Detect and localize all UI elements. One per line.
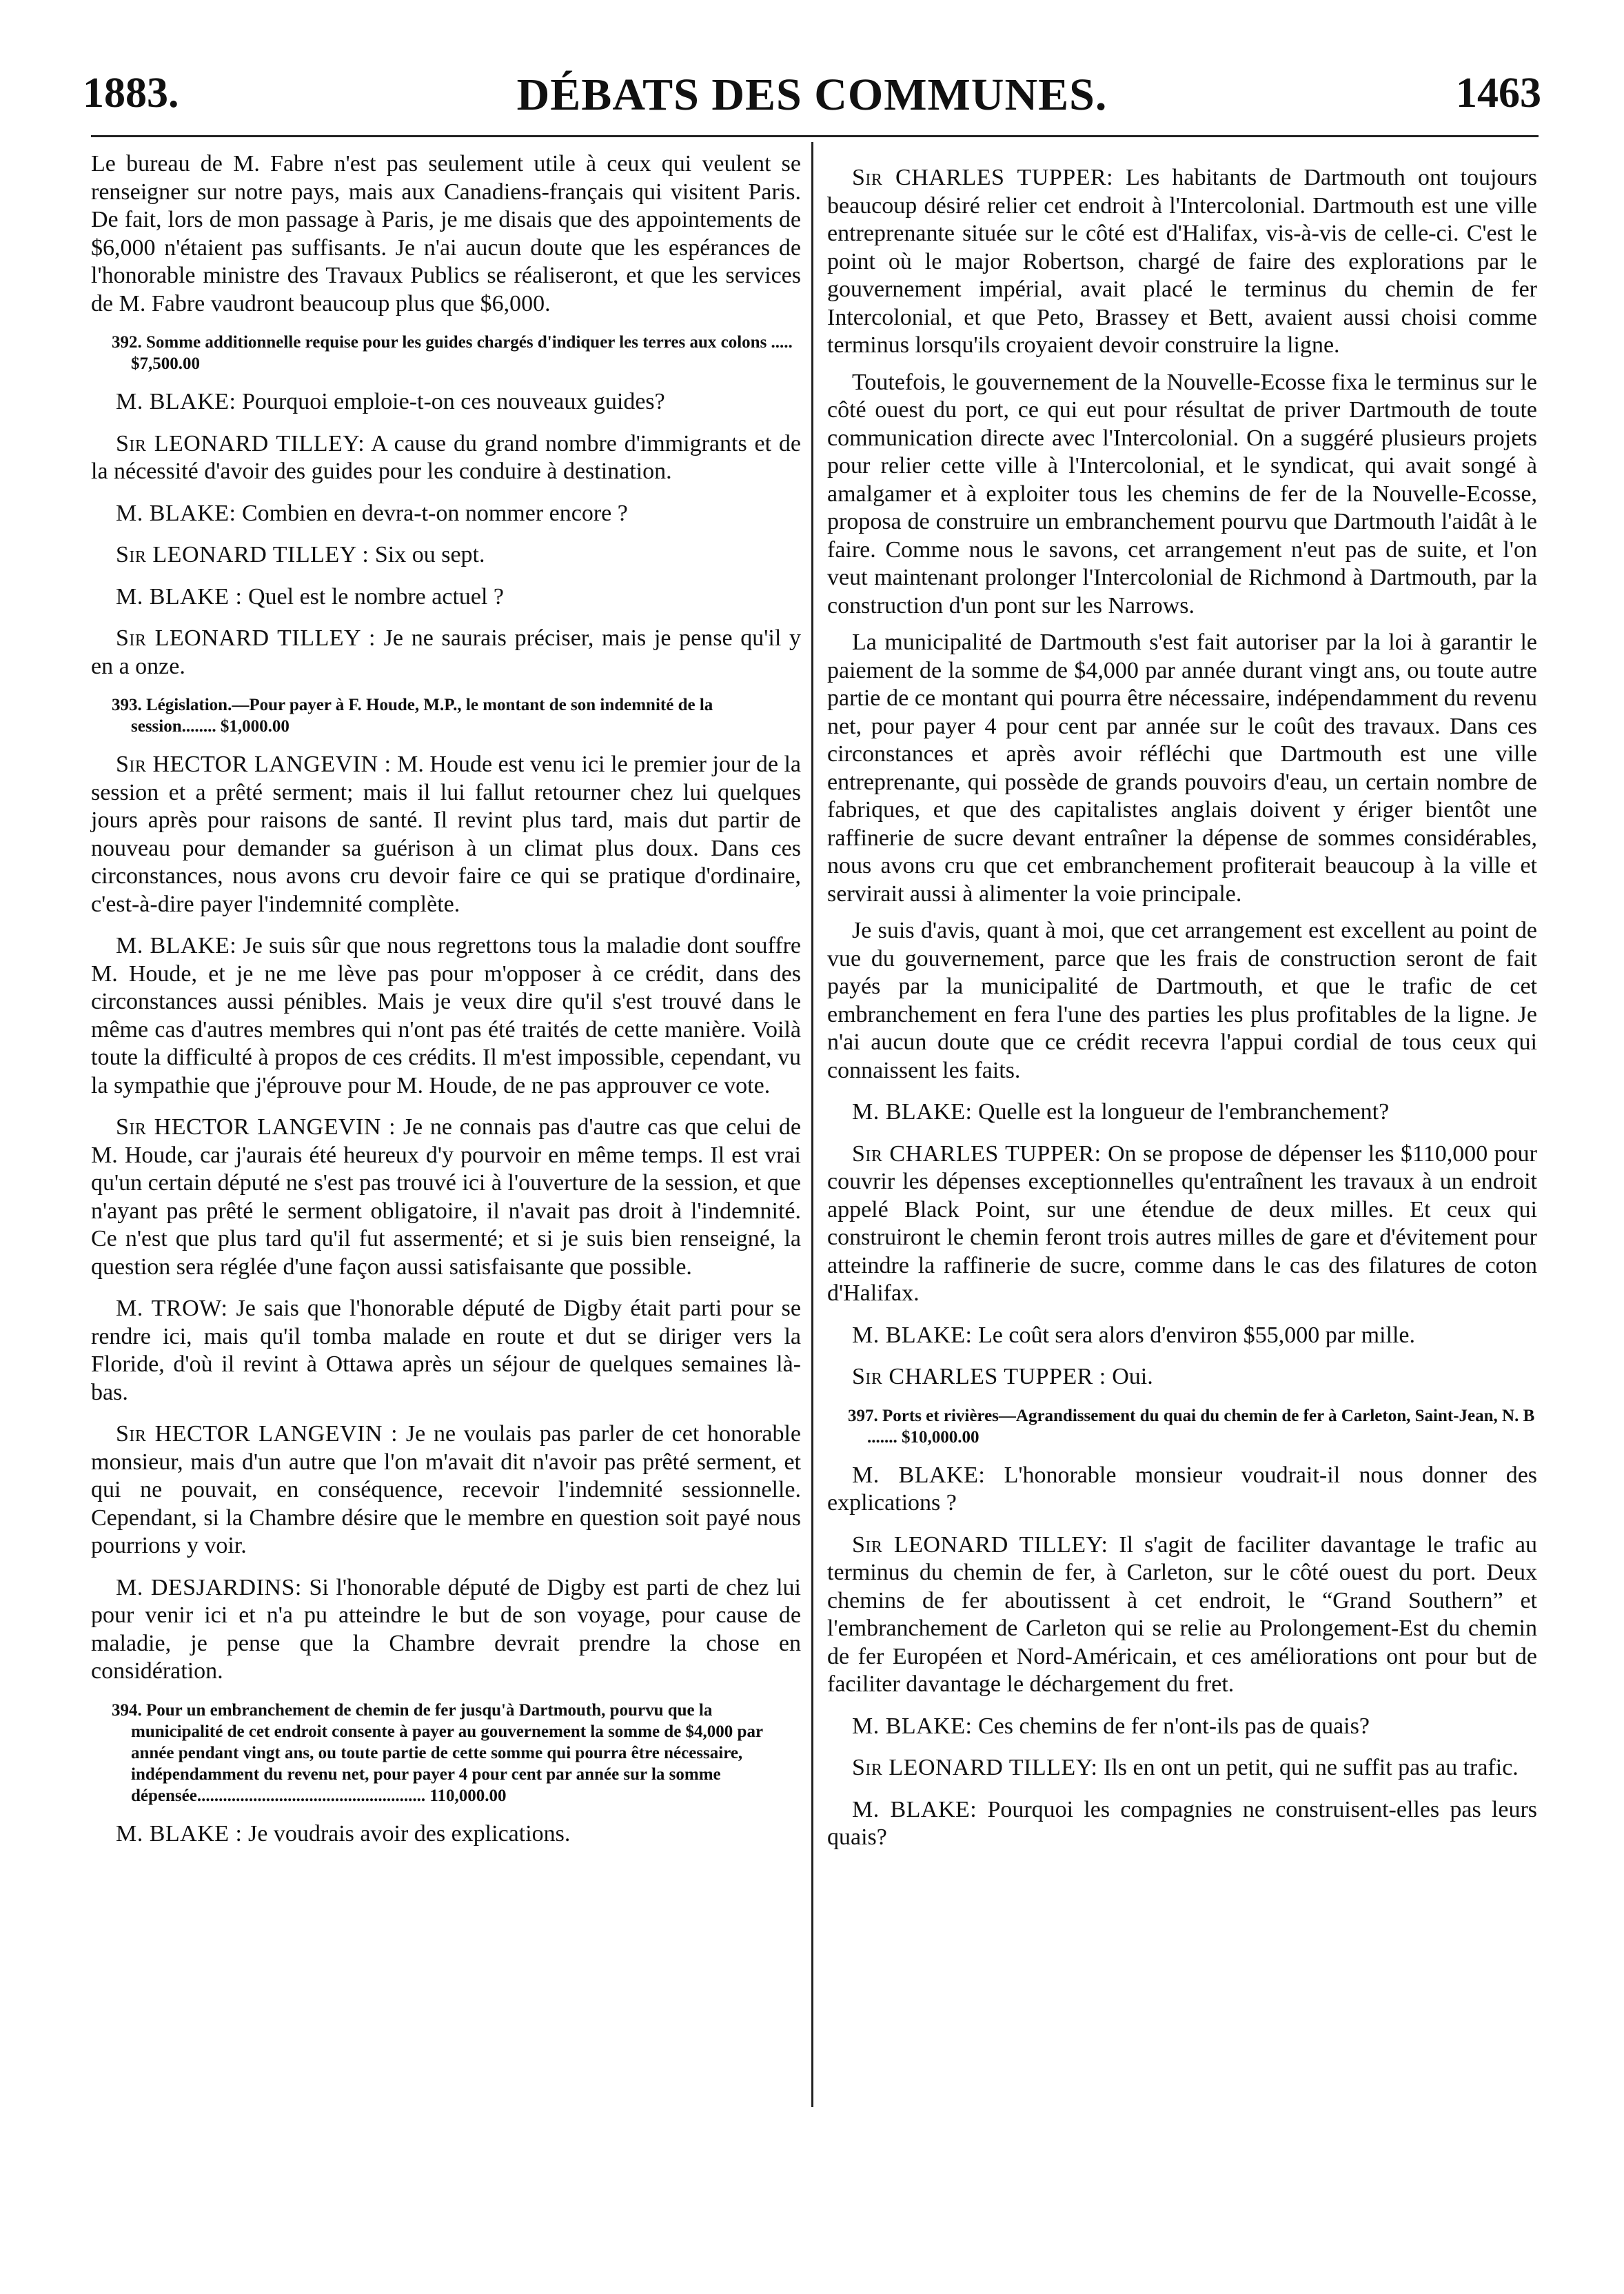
speaker-name: Sir LEONARD TILLEY: — [852, 1755, 1098, 1780]
speaker-name: M. BLAKE: — [852, 1462, 986, 1488]
speaker-name: M. BLAKE : — [116, 1820, 243, 1847]
speech-text: Je suis sûr que nous regrettons tous la maladie dont souffre M. Houde, et je ne me lève pas pour m'opposer à ce crédit, dans des circonstances aussi pénibles. Mais je veux dire qu'il s'est trouvé dans le même cas d'autres membres qui n'ont pas été traités de cette manière. Voilà toute la difficulté à propos de ces crédits. Il m'est impossible, cependant, vu la sympathie que j'éprouve pour M. Houde, de ne pas approuver ce vote. — [91, 933, 801, 1098]
speech-paragraph — [827, 1796, 1537, 1852]
speech-paragraph — [91, 751, 801, 918]
page-number: 1463 — [1456, 70, 1541, 117]
speaker-name: M. BLAKE: — [116, 500, 236, 526]
body-paragraph: Le bureau de M. Fabre n'est pas seulement utile à ceux qui veulent se renseigner sur notre pays, mais aux Canadiens-français qui visitent Paris. De fait, lors de mon passage à Paris, je me disais que des appointements de $6,000 n'étaient pas suffisants. Je n'ai aucun doute que les espérances de l'honorable ministre des Travaux Publics se réaliseront, et que les services de M. Fabre vaudront beaucoup plus que $6,000. — [91, 151, 801, 316]
speech-paragraph — [91, 388, 801, 416]
left-column — [91, 150, 801, 1857]
page-header — [83, 69, 1541, 131]
speaker-name: Sir LEONARD TILLEY : — [116, 625, 376, 651]
speaker-name: M. BLAKE: — [116, 389, 236, 414]
speech-text: Je voudrais avoir des explications. — [248, 1820, 571, 1847]
speech-text: Le coût sera alors d'environ $55,000 par mille. — [978, 1322, 1415, 1348]
speaker-name: M. BLAKE: — [852, 1099, 973, 1125]
column-divider — [811, 142, 813, 2107]
speaker-name: M. BLAKE: — [852, 1713, 973, 1739]
speaker-name: Sir HECTOR LANGEVIN : — [116, 752, 392, 777]
speech-paragraph — [827, 1531, 1537, 1699]
speech-text: Je ne voulais pas parler de cet honorable monsieur, mais d'un autre que l'on m'avait dit n'avoir pas prêté serment, et qui ne pouvait, en conséquence, recevoir l'indemnité sessionnelle. Cependant, si la Chambre désire que le membre en question soit payé nous pourrions y voir. — [91, 1421, 801, 1558]
speech-text: Ces chemins de fer n'ont-ils pas de quais? — [978, 1713, 1370, 1739]
speech-paragraph — [91, 1574, 801, 1686]
speaker-name: M. TROW: — [116, 1296, 228, 1321]
speech-text: Je sais que l'honorable député de Digby était parti pour se rendre ici, mais qu'il tomba malade en route et dut se diriger vers la Floride, d'où il revint à Ottawa après un séjour de quelques semaines là-bas. — [91, 1296, 801, 1405]
speech-paragraph — [91, 430, 801, 486]
speech-paragraph — [827, 1713, 1537, 1741]
body-paragraph: Toutefois, le gouvernement de la Nouvelle-Ecosse fixa le terminus sur le côté ouest du port, ce qui eut pour résultat de priver Dartmouth de toute communication directe avec l'Intercolonial. On a suggéré plusieurs projets pour relier cette ville à l'Intercolonial, et le syndicat, qui avait songé à amalgamer et à exploiter tous les chemins de fer de la Nouvelle-Ecosse, proposa de construire un embranchement pourvu que Dartmouth l'aidât à le faire. Comme nous le savons, cet arrangement n'eut pas de suite, et l'on veut maintenant prolonger l'Intercolonial de Richmond à Dartmouth, par la construction d'un pont sur les Narrows. — [827, 369, 1537, 618]
speaker-name: Sir CHARLES TUPPER : — [852, 1364, 1106, 1389]
speaker-name: Sir CHARLES TUPPER: — [852, 165, 1114, 190]
speech-text: Quel est le nombre actuel ? — [248, 583, 505, 610]
speech-paragraph — [91, 1420, 801, 1560]
speech-paragraph — [91, 1114, 801, 1281]
estimate-item: 393. Législation.—Pour payer à F. Houde, M.P., le montant de son indemnité de la session........ $1,000.00 — [112, 696, 713, 736]
speech-paragraph — [91, 1820, 801, 1849]
speaker-name: M. BLAKE : — [116, 583, 243, 610]
speaker-name: Sir LEONARD TILLEY: — [116, 430, 365, 456]
speaker-name: Sir CHARLES TUPPER: — [852, 1140, 1102, 1167]
speech-paragraph — [827, 164, 1537, 360]
body-paragraph: Je suis d'avis, quant à moi, que cet arrangement est excellent au point de vue du gouvernement, parce que les frais de construction seront de fait payés par la municipalité de Dartmouth, et que le trafic de cet embranchement en fera l'une des parties les plus profitables de la ligne. Je n'ai aucun doute que ce crédit recevra l'appui cordial de tous ceux qui connaissent les faits. — [827, 918, 1537, 1083]
speech-paragraph — [91, 1295, 801, 1407]
estimate-item: 392. Somme additionnelle requise pour les guides chargés d'indiquer les terres aux colons ..... $7,500.00 — [112, 333, 793, 373]
speech-text: M. Houde est venu ici le premier jour de la session et a prêté serment; mais il lui fallut retourner chez lui quelques jours après pour raisons de santé. Il revint plus tard, mais dut partir de nouveau pour demander sa guérison à un climat plus doux. Dans ces circonstances, nous avons cru devoir faire ce qui se pratique d'ordinaire, c'est-à-dire payer l'indemnité complète. — [91, 752, 801, 917]
speech-paragraph — [827, 1098, 1537, 1127]
speech-paragraph — [827, 1754, 1537, 1782]
speech-paragraph — [827, 1322, 1537, 1350]
speaker-name: Sir LEONARD TILLEY: — [852, 1531, 1108, 1558]
speech-text: Les habitants de Dartmouth ont toujours beaucoup désiré relier cet endroit à l'Intercolonial. Dartmouth est une ville entreprenante située sur le côté est d'Halifax, vis-à-vis de celle-ci. C'est le point où le major Robertson, chargé de faire des explorations par le gouvernement impérial, avait placé le terminus du chemin de fer Intercolonial, et que Peto, Brassey et Bett, avaient aussi choisi comme terminus lorsqu'ils croyaient devoir construire la ligne. — [827, 165, 1537, 358]
speech-text: L'honorable monsieur voudrait-il nous donner des explications ? — [827, 1462, 1538, 1516]
body-paragraph: La municipalité de Dartmouth s'est fait autoriser par la loi à garantir le paiement de la somme de $4,000 par année durant vingt ans, ou toute autre partie de ce montant qui pourra être nécessaire, indépendamment du revenu net, pour payer 4 pour cent par année sur le coût des travaux. Dans ces circonstances et après avoir réfléchi que Dartmouth est une ville entreprenante, qui possède de grands pouvoirs d'eau, un certain nombre de fabriques, et que des capitalistes anglais doivent y ériger bientôt une raffinerie de sucre devant entraîner la dépense de sommes considérables, nous avons cru que cet embranchement profiterait beaucoup à la ville et servirait aussi à alimenter la voie principale. — [827, 630, 1537, 907]
speech-paragraph — [91, 541, 801, 570]
speaker-name: M. DESJARDINS: — [116, 1574, 302, 1600]
speech-paragraph — [91, 583, 801, 612]
speaker-name: M. BLAKE: — [116, 933, 237, 958]
speech-text: Il s'agit de faciliter davantage le trafic au terminus du chemin de fer, à Carleton, sur le côté ouest du port. Deux chemins de fer aboutissent à cet endroit, le “Grand Southern” et l'embranchement de Carleton qui se relie au Prolongement-Est du chemin de fer Européen et Nord-Américain, et ces améliorations ont pour but de faciliter davantage le déchargement du fret. — [827, 1531, 1538, 1697]
estimate-item: 394. Pour un embranchement de chemin de fer jusqu'à Dartmouth, pourvu que la municipalité de cet endroit consente à payer au gouvernement la somme de $4,000 par année pendant vingt ans, ou toute partie de cette somme qui pourra être nécessaire, indépendamment du revenu net, pour payer 4 pour cent par année sur la somme dépensée..................................................... 110,000.00 — [112, 1700, 763, 1805]
speech-paragraph — [91, 932, 801, 1100]
speech-paragraph — [827, 1462, 1537, 1518]
speech-paragraph — [91, 500, 801, 528]
speech-text: Quelle est la longueur de l'embranchement? — [978, 1099, 1390, 1125]
speech-text: Je ne connais pas d'autre cas que celui de M. Houde, car j'aurais été heureux d'y pourvoir en même temps. Il est vrai qu'un certain député ne s'est pas trouvé ici à l'ouverture de la session, et que n'ayant pas prêté le serment obligatoire, il n'avait pas droit à l'indemnité. Ce n'est que plus tard qu'il fut assermenté; et si je suis bien renseigné, la question sera réglée d'une façon aussi satisfaisante que possible. — [91, 1114, 802, 1280]
speech-text: On se propose de dépenser les $110,000 pour couvrir les dépenses exceptionnelles qu'entraînent les travaux à un endroit appelé Black Point, sur une étendue de deux milles. Et ceux qui construiront le chemin feront trois autres milles de gare et d'évitement pour atteindre la raffinerie de sucre, comme dans le cas des filatures de coton d'Halifax. — [827, 1140, 1537, 1306]
page-title: DÉBATS DES COMMUNES. — [516, 70, 1108, 120]
speech-paragraph — [91, 625, 801, 681]
speech-text: Oui. — [1112, 1364, 1153, 1389]
speaker-name: Sir HECTOR LANGEVIN : — [116, 1114, 396, 1140]
speaker-name: M. BLAKE: — [852, 1322, 973, 1348]
speech-text: Six ou sept. — [374, 542, 485, 567]
speech-paragraph — [827, 1363, 1537, 1391]
speech-text: Je ne saurais préciser, mais je pense qu'il y en a onze. — [91, 625, 802, 679]
header-rule — [91, 135, 1539, 137]
speech-text: Pourquoi emploie-t-on ces nouveaux guides? — [242, 389, 665, 414]
estimate-item: 397. Ports et rivières—Agrandissement du quai du chemin de fer à Carleton, Saint-Jean, N. B ....... $10,000.00 — [848, 1406, 1535, 1447]
speech-text: Ils en ont un petit, qui ne suffit pas au trafic. — [1104, 1755, 1519, 1780]
speech-text: Pourquoi les compagnies ne construisent-elles pas leurs quais? — [827, 1796, 1538, 1850]
page-year: 1883. — [83, 70, 179, 117]
speech-text: Combien en devra-t-on nommer encore ? — [242, 500, 628, 526]
right-column — [827, 150, 1537, 1861]
speech-text: A cause du grand nombre d'immigrants et de la nécessité d'avoir des guides pour les conduire à destination. — [91, 430, 801, 484]
speech-text: Si l'honorable député de Digby est parti de chez lui pour venir ici et n'a pu atteindre le but de son voyage, pour cause de maladie, je pense que la Chambre devrait prendre la chose en considération. — [91, 1574, 801, 1684]
speech-paragraph — [827, 1140, 1537, 1308]
speaker-name: M. BLAKE: — [852, 1796, 977, 1822]
speaker-name: Sir HECTOR LANGEVIN : — [116, 1421, 398, 1447]
speaker-name: Sir LEONARD TILLEY : — [116, 542, 369, 567]
